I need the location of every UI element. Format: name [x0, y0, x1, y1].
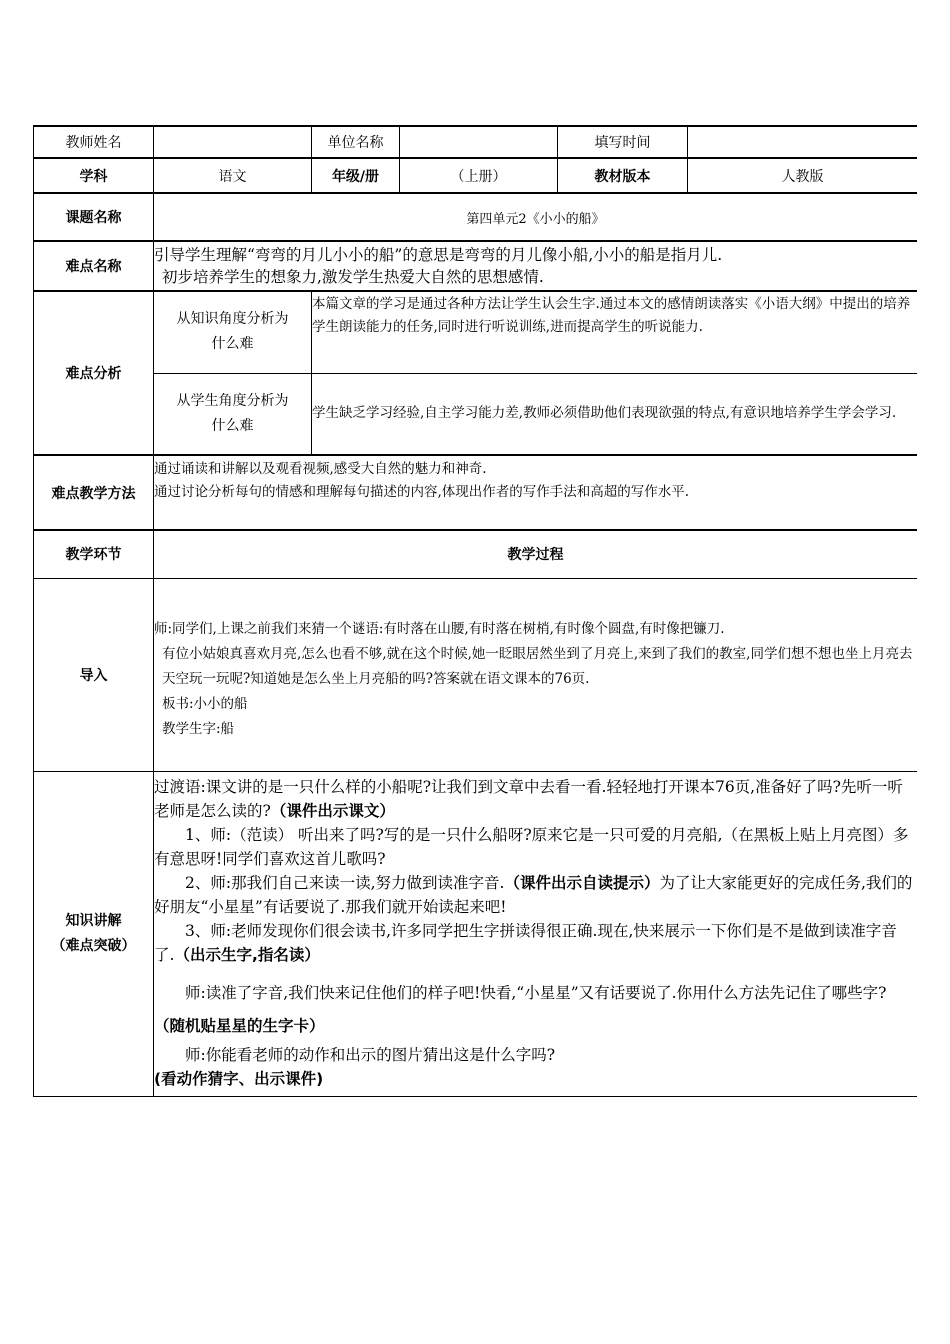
topic-value: 第四单元2《小小的船》: [154, 193, 918, 241]
teaching-stage-label: 教学环节: [34, 530, 154, 578]
lecture-para-4-bold: （出示生字,指名读）: [174, 945, 320, 964]
teacher-name-label: 教师姓名: [34, 126, 154, 158]
analysis-student-row: [34, 373, 918, 455]
lecture-content: [154, 771, 918, 1096]
method-line-2: 通过讨论分析每句的情感和理解每句描述的内容,体现出作者的写作手法和高超的写作水平.: [154, 484, 690, 500]
lecture-para-2: 1、师:（范读） 听出来了吗?写的是一只什么船呀?原来它是一只可爱的月亮船,（在黑板上贴上月亮图）多有意思呀!同学们喜欢这首儿歌吗?: [154, 825, 909, 868]
lecture-para-5-text: 师:读准了字音,我们快来记住他们的样子吧!快看,“小星星”又有话要说了.你用什么方法先记住了哪些字?: [185, 983, 887, 1002]
knowledge-angle-label: [154, 291, 312, 373]
lecture-row: [34, 771, 918, 1096]
subject-value: 语文: [154, 158, 312, 193]
lecture-para-4-text: 3、师:老师发现你们很会读书,许多同学把生字拼读得很正确.现在,快来展示一下你们是不是做到读准字音了.: [154, 921, 897, 964]
lecture-para-6: 师:你能看老师的动作和出示的图片猜出这是什么字吗?: [185, 1045, 556, 1064]
lecture-para-5-bold: （随机贴星星的生字卡）: [154, 1016, 325, 1035]
knowledge-angle-text: 本篇文章的学习是通过各种方法让学生认会生字.通过本文的感情朗读落实《小语大纲》中提出的培养学生朗读能力的任务,同时进行听说训练,进而提高学生的听说能力.: [312, 291, 918, 373]
lecture-para-3-text-b: 为了让大家能更好的完成任务,我们的好朋友“小星星”有话要说了.那我们就开始读起来吧!: [154, 873, 913, 916]
topic-row: [34, 193, 918, 241]
lecture-para-3-text-a: 2、师:那我们自己来读一读,努力做到读准字音.: [185, 873, 505, 892]
knowledge-angle-label-line-1: 从知识角度分析为: [176, 311, 289, 328]
textbook-value: 人教版: [688, 158, 918, 193]
intro-para-2: 有位小姑娘真喜欢月亮,怎么也看不够,就在这个时候,她一眨眼居然坐到了月亮上,来到了我们的教室,同学们想不想也坐上月亮去天空玩一玩呢?知道她是怎么坐上月亮船的吗?答案就在语文课本的76页.: [162, 646, 913, 687]
lecture-para-1-bold: （课件出示课文）: [270, 801, 395, 820]
intro-para-1: 师:同学们,上课之前我们来猜一个谜语:有时落在山腰,有时落在树梢,有时像个圆盘,有时像把镰刀.: [154, 621, 725, 637]
subject-label: 学科: [34, 158, 154, 193]
intro-row: [34, 578, 918, 771]
difficulty-line-1: 引导学生理解“弯弯的月儿小小的船”的意思是弯弯的月儿像小船,小小的船是指月儿.: [154, 246, 723, 264]
student-angle-label-line-2: 什么难: [211, 417, 254, 434]
difficulty-row: [34, 241, 918, 291]
lesson-plan-sheet: [33, 125, 917, 1100]
fill-time-value: [688, 126, 918, 158]
lecture-para-3-bold: （课件出示自读提示）: [504, 873, 660, 892]
lesson-plan-table: [33, 125, 917, 1097]
lecture-label: [34, 771, 154, 1096]
textbook-label: 教材版本: [558, 158, 688, 193]
lecture-para-1-text: 过渡语:课文讲的是一只什么样的小船呢?让我们到文章中去看一看.轻轻地打开课本76页,准备好了吗?先听一听老师是怎么读的?: [154, 777, 903, 820]
unit-name-label: 单位名称: [312, 126, 400, 158]
analysis-knowledge-row: [34, 291, 918, 373]
student-angle-text: 学生缺乏学习经验,自主学习能力差,教师必须借助他们表现欲强的特点,有意识地培养学生学会学习.: [312, 373, 918, 455]
lecture-para-5: [154, 977, 917, 1043]
unit-name-value: [400, 126, 558, 158]
teaching-process-label: 教学过程: [154, 530, 918, 578]
lecture-label-line-1: 知识讲解: [65, 912, 122, 929]
grade-value: （上册）: [400, 158, 558, 193]
process-header-row: [34, 530, 918, 578]
student-angle-label-line-1: 从学生角度分析为: [176, 392, 289, 409]
intro-label: 导入: [34, 578, 154, 771]
lecture-para-7: (看动作猜字、出示课件): [154, 1069, 324, 1088]
difficulty-line-2: 初步培养学生的想象力,激发学生热爱大自然的思想感情.: [162, 268, 544, 286]
analysis-label: 难点分析: [34, 291, 154, 455]
teacher-name-value: [154, 126, 312, 158]
intro-chars-text: 教学生字:船: [162, 721, 235, 737]
difficulty-label: 难点名称: [34, 241, 154, 291]
difficulty-content: [154, 241, 918, 291]
lecture-para-3: [154, 871, 917, 919]
lecture-label-line-2: （难点突破）: [51, 937, 136, 954]
intro-board-text: 板书:小小的船: [162, 696, 248, 712]
method-line-1: 通过诵读和讲解以及观看视频,感受大自然的魅力和神奇.: [154, 461, 487, 477]
lecture-para-4: [154, 919, 917, 967]
method-row: [34, 455, 918, 530]
method-label: 难点教学方法: [34, 455, 154, 530]
header-row-1: [34, 126, 918, 158]
topic-label: 课题名称: [34, 193, 154, 241]
student-angle-label: [154, 373, 312, 455]
intro-content: [154, 578, 918, 771]
knowledge-angle-label-line-2: 什么难: [211, 336, 254, 353]
method-content: [154, 455, 918, 530]
lecture-para-1: [154, 775, 917, 823]
grade-label: 年级/册: [312, 158, 400, 193]
header-row-2: [34, 158, 918, 193]
fill-time-label: 填写时间: [558, 126, 688, 158]
